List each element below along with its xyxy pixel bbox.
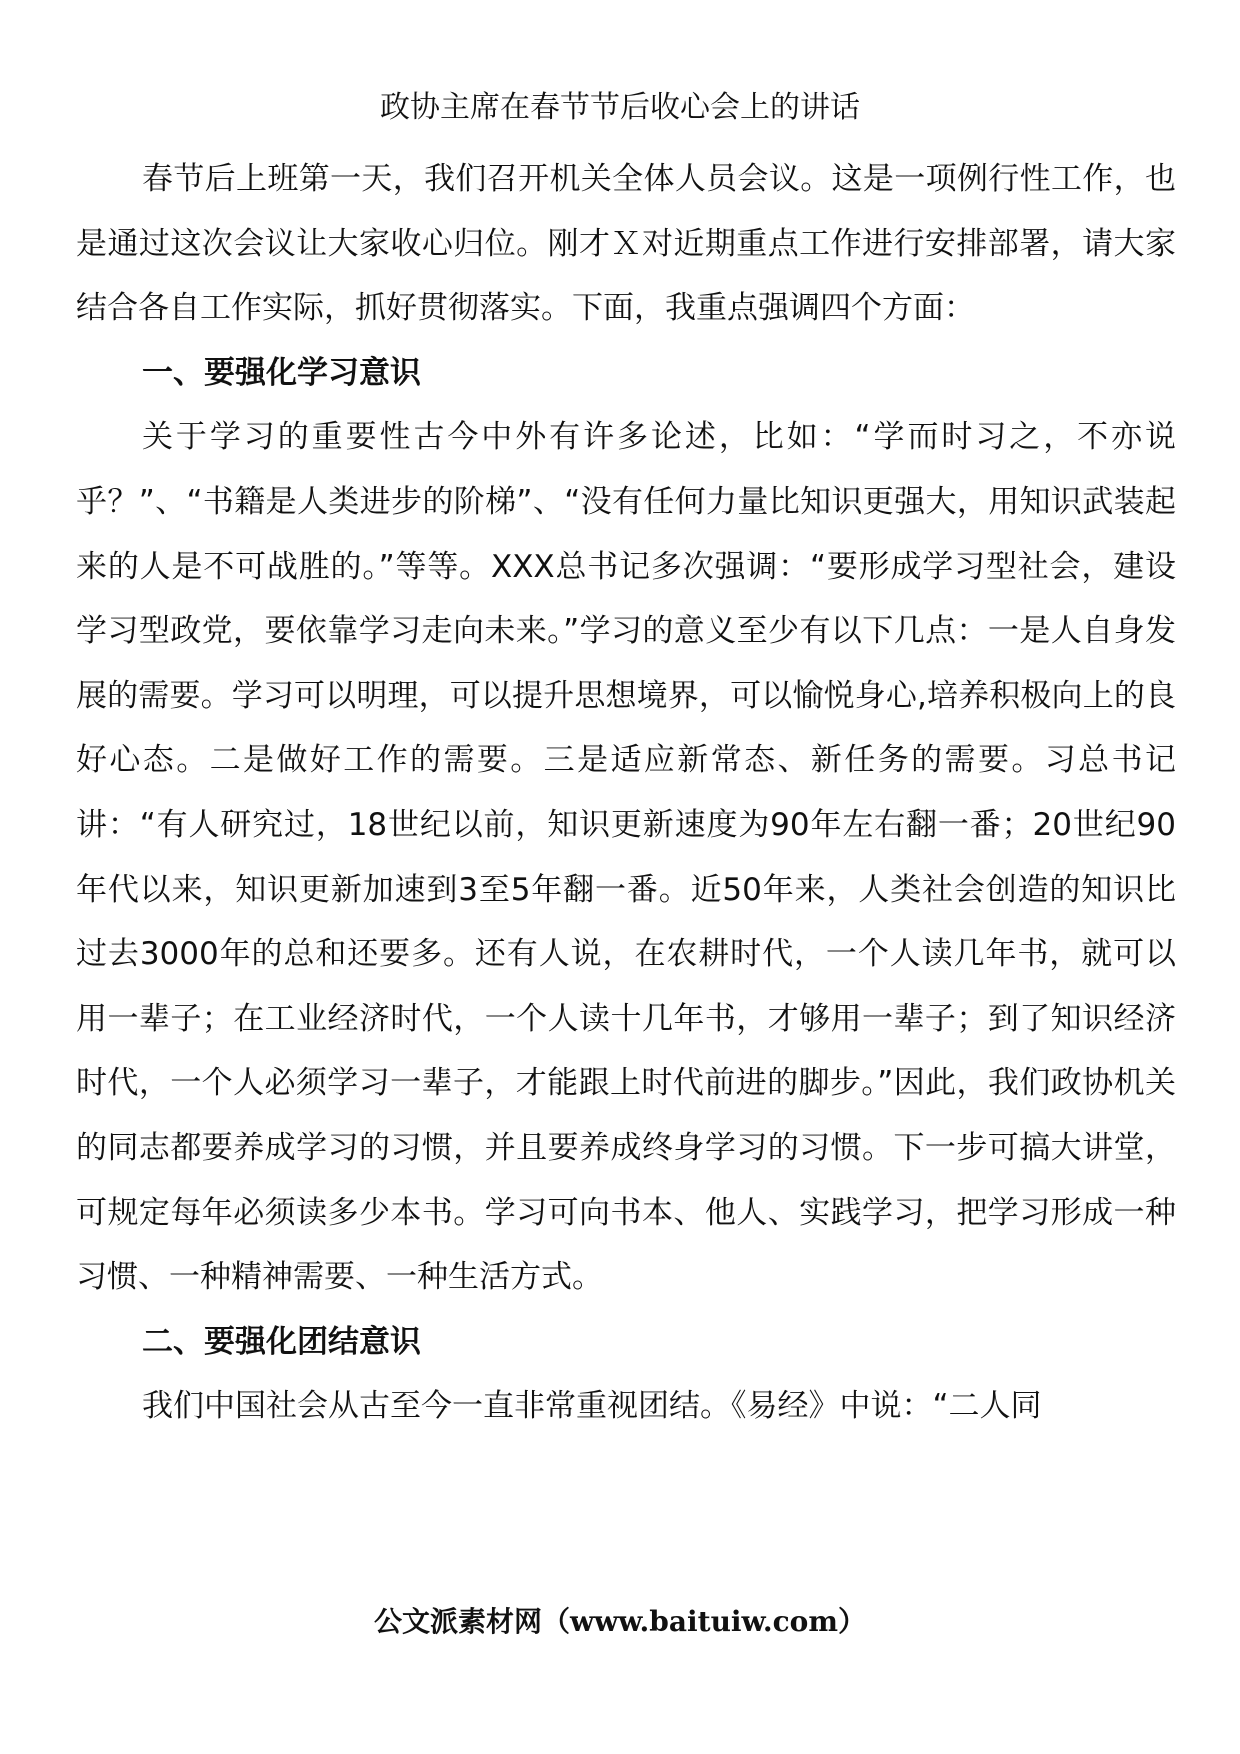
section-heading-2: 二、要强化团结意识: [142, 1323, 421, 1360]
document-body: [76, 147, 1176, 1439]
paragraph-intro: 春节后上班第一天，我们召开机关全体人员会议。这是一项例行性工作，也是通过这次会议让大家收心归位。刚才Ｘ对近期重点工作进行安排部署，请大家结合各自工作实际，抓好贯彻落实。下面，我重点强调四个方面：: [76, 161, 1176, 327]
paragraph-1: 关于学习的重要性古今中外有许多论述，比如：“学而时习之，不亦说乎？”、“书籍是人类进步的阶梯”、“没有任何力量比知识更强大，用知识武装起来的人是不可战胜的。”等等。XXX总书记多次强调：“要形成学习型社会，建设学习型政党，要依靠学习走向未来。”学习的意义至少有以下几点：一是人自身发展的需要。学习可以明理，可以提升思想境界，可以愉悦身心,培养积极向上的良好心态。二是做好工作的需要。三是适应新常态、新任务的需要。习总书记讲：“有人研究过，18世纪以前，知识更新速度为90年左右翻一番；20世纪90年代以来，知识更新加速到3至5年翻一番。近50年来，人类社会创造的知识比过去3000年的总和还要多。还有人说，在农耕时代，一个人读几年书，就可以用一辈子；在工业经济时代，一个人读十几年书，才够用一辈子；到了知识经济时代，一个人必须学习一辈子，才能跟上时代前进的脚步。”因此，我们政协机关的同志都要养成学习的习惯，并且要养成终身学习的习惯。下一步可搞大讲堂，可规定每年必须读多少本书。学习可向书本、他人、实践学习，把学习形成一种习惯、一种精神需要、一种生活方式。: [76, 419, 1176, 1296]
paragraph-2: 我们中国社会从古至今一直非常重视团结。《易经》中说：“二人同: [142, 1388, 1042, 1425]
section-heading-1: 一、要强化学习意识: [142, 354, 421, 391]
footer-watermark: 公文派素材网（www.baituiw.com）: [374, 1605, 866, 1638]
document-title: 政协主席在春节节后收心会上的讲话: [380, 90, 860, 125]
